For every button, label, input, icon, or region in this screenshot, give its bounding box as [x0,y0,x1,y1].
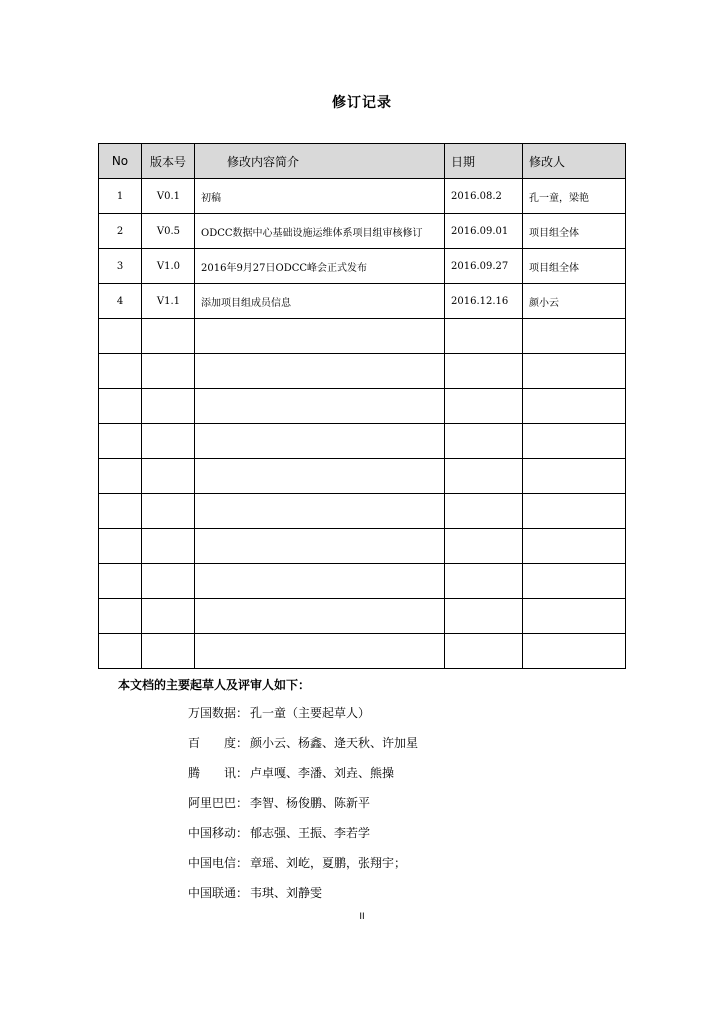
cell-author: 孔一童，梁艳 [523,179,626,214]
cell-version: V0.1 [142,179,195,214]
cell-author [523,389,626,424]
cell-description: ODCC数据中心基础设施运维体系项目组审核修订 [195,214,445,249]
drafter-org: 中国电信： [188,856,249,870]
cell-version: V0.5 [142,214,195,249]
table-row [99,634,626,669]
cell-no [99,564,142,599]
cell-author [523,319,626,354]
cell-description: 初稿 [195,179,445,214]
cell-description [195,354,445,389]
cell-no [99,389,142,424]
table-row [99,599,626,634]
cell-author: 项目组全体 [523,214,626,249]
drafter-org: 万国数据： [188,706,249,720]
cell-author [523,459,626,494]
cell-author [523,354,626,389]
header-version: 版本号 [142,144,195,179]
cell-description [195,564,445,599]
cell-date [445,634,523,669]
table-row [99,389,626,424]
drafter-entry [188,766,418,796]
header-no: No [99,144,142,179]
drafter-org: 腾 讯： [188,766,249,780]
cell-no [99,599,142,634]
cell-date: 2016.08.2 [445,179,523,214]
table-row [99,564,626,599]
table-row [99,319,626,354]
cell-date [445,424,523,459]
table-row [99,249,626,284]
drafter-names: 章瑶、刘屹，夏鹏，张翔宇； [250,856,407,870]
cell-description [195,599,445,634]
page-title: 修订记录 [332,95,392,111]
cell-author [523,599,626,634]
cell-date: 2016.12.16 [445,284,523,319]
cell-no: 3 [99,249,142,284]
cell-author: 项目组全体 [523,249,626,284]
drafter-entry [188,856,418,886]
drafter-org: 中国移动： [188,826,249,840]
cell-version [142,564,195,599]
cell-no [99,634,142,669]
header-description: 修改内容简介 [195,144,445,179]
cell-date [445,389,523,424]
cell-no [99,319,142,354]
cell-date [445,599,523,634]
header-date: 日期 [445,144,523,179]
drafter-names: 郁志强、王振、李若学 [250,826,371,840]
drafter-entry [188,826,418,856]
cell-version [142,634,195,669]
cell-date [445,529,523,564]
drafter-org: 阿里巴巴： [188,796,249,810]
cell-date [445,494,523,529]
drafter-entry [188,706,418,736]
table-row [99,354,626,389]
cell-author [523,494,626,529]
drafter-list [188,706,418,916]
cell-no [99,354,142,389]
cell-no [99,459,142,494]
cell-date: 2016.09.27 [445,249,523,284]
cell-version [142,529,195,564]
cell-author [523,564,626,599]
cell-author: 颜小云 [523,284,626,319]
revision-table [98,143,626,669]
table-row [99,214,626,249]
table-header-row [99,144,626,179]
cell-date [445,319,523,354]
drafter-names: 孔一童（主要起草人） [250,706,371,720]
cell-date [445,564,523,599]
cell-no: 4 [99,284,142,319]
cell-date [445,459,523,494]
cell-no: 1 [99,179,142,214]
drafter-entry [188,736,418,766]
cell-version [142,599,195,634]
cell-version [142,459,195,494]
cell-author [523,529,626,564]
cell-description [195,529,445,564]
drafter-org: 百 度： [188,736,249,750]
cell-version: V1.1 [142,284,195,319]
header-author: 修改人 [523,144,626,179]
cell-version [142,389,195,424]
cell-description [195,494,445,529]
cell-description [195,389,445,424]
drafters-heading: 本文档的主要起草人及评审人如下： [118,678,311,692]
cell-date: 2016.09.01 [445,214,523,249]
cell-author [523,634,626,669]
table-row [99,494,626,529]
cell-no [99,424,142,459]
drafter-names: 卢卓嘎、李潘、刘垚、熊操 [250,766,395,780]
cell-description [195,634,445,669]
page-number: II [359,912,365,922]
cell-version [142,319,195,354]
cell-no [99,529,142,564]
drafter-names: 颜小云、杨鑫、逄天秋、许加星 [250,736,419,750]
cell-description [195,424,445,459]
cell-author [523,424,626,459]
cell-date [445,354,523,389]
drafter-names: 李智、杨俊鹏、陈新平 [250,796,371,810]
drafter-entry [188,796,418,826]
cell-description: 2016年9月27日ODCC峰会正式发布 [195,249,445,284]
cell-no: 2 [99,214,142,249]
cell-description [195,459,445,494]
cell-description [195,319,445,354]
drafter-names: 韦琪、刘静雯 [250,886,323,900]
cell-version [142,494,195,529]
table-row [99,459,626,494]
cell-version: V1.0 [142,249,195,284]
cell-version [142,354,195,389]
cell-version [142,424,195,459]
table-row [99,284,626,319]
table-row [99,179,626,214]
cell-no [99,494,142,529]
table-row [99,529,626,564]
drafter-org: 中国联通： [188,886,249,900]
table-row [99,424,626,459]
cell-description: 添加项目组成员信息 [195,284,445,319]
